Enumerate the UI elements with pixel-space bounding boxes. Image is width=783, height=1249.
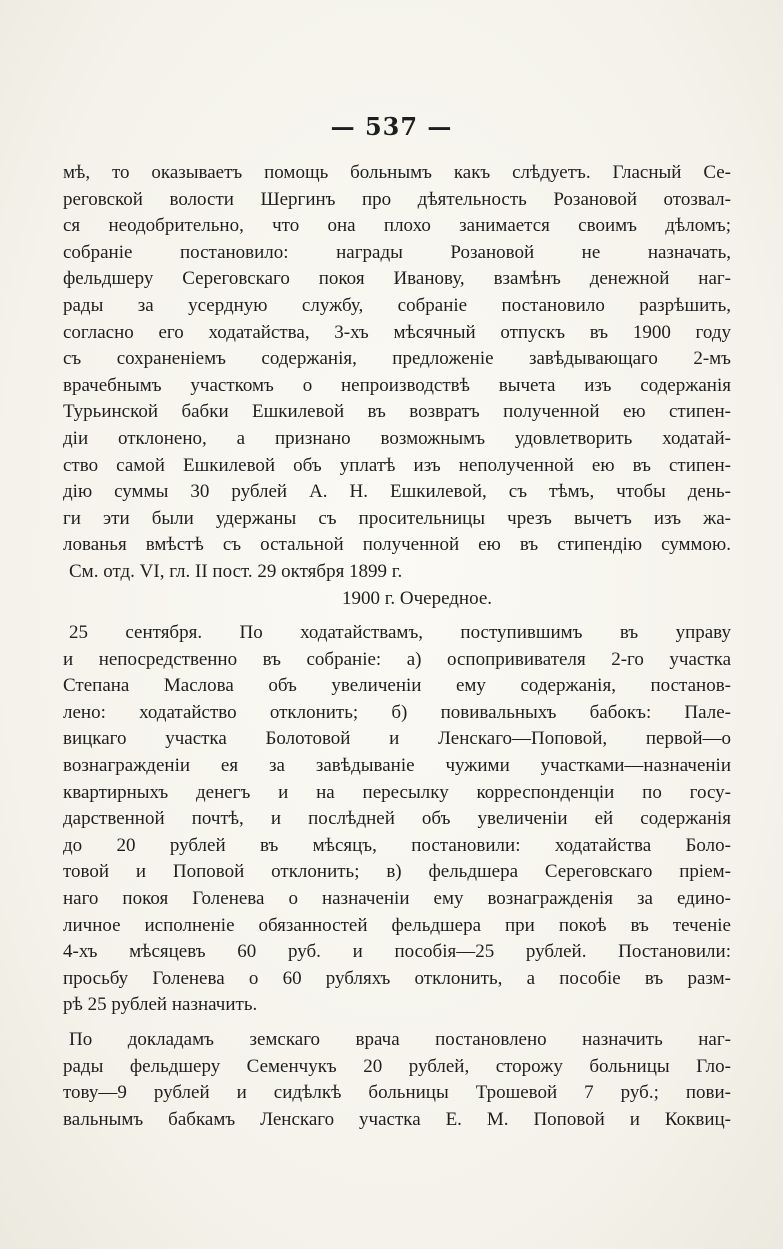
spacer: [63, 1019, 731, 1027]
text-line: дію суммы 30 рублей А. Н. Ешкилевой, съ тѣмъ, чтобы день-: [63, 481, 731, 503]
text-line: просьбу Голенева о 60 рубляхъ отклонить, а пособіе въ разм-: [63, 967, 731, 989]
text-line: Турьинской бабки Ешкилевой въ возвратъ полученной ею стипен-: [63, 401, 731, 423]
text-line: вицкаго участка Болотовой и Ленскаго—Поповой, первой—о: [63, 728, 731, 750]
text-line: вознагражденіи ея за завѣдываніе чужими участками—назначеніи: [63, 755, 731, 777]
text-line: реговской волости Шергинъ про дѣятельность Розановой отозвал-: [63, 188, 731, 210]
page-number: — 537 —: [330, 112, 453, 141]
text-line: рады фельдшеру Семенчукъ 20 рублей, сторожу больницы Гло-: [63, 1055, 731, 1077]
text-line: дарственной почтѣ, и послѣдней объ увеличеніи ей содержанія: [63, 808, 731, 830]
text-line: наго покоя Голенева о назначеніи ему вознагражденія за едино-: [63, 888, 731, 910]
paragraph: [63, 1027, 731, 1133]
text-line: лованья вмѣстѣ съ остальной полученной ею въ стипендію суммою.: [63, 534, 731, 556]
text-line: ся неодобрительно, что она плохо занимается своимъ дѣломъ;: [63, 215, 731, 237]
text-line: собраніе постановило: награды Розановой не назначать,: [63, 241, 731, 263]
text-line: 4-хъ мѣсяцевъ 60 руб. и пособія—25 рублей. Постановили:: [63, 941, 731, 963]
text-line: личное исполненіе обязанностей фельдшера при покоѣ въ теченіе: [63, 914, 731, 936]
text-line: товой и Поповой отклонить; в) фельдшера Сереговскаго пріем-: [63, 861, 731, 883]
text-line: 25 сентября. По ходатайствамъ, поступившимъ въ управу: [69, 622, 731, 644]
text-line: тову—9 рублей и сидѣлкѣ больницы Трошевой 7 руб.; пови-: [63, 1082, 731, 1104]
section-heading-text: 1900 г. Очередное.: [341, 587, 493, 609]
text-line: вальнымъ бабкамъ Ленскаго участка Е. М. Поповой и Коквиц-: [63, 1108, 731, 1130]
paragraph: [63, 620, 731, 1019]
paragraph: [63, 160, 731, 559]
text-line: лено: ходатайство отклонить; б) повивальныхъ бабокъ: Пале-: [63, 701, 731, 723]
text-line: діи отклонено, а признано возможнымъ удовлетворить ходатай-: [63, 427, 731, 449]
document-body: [63, 160, 731, 1133]
reference-line: См. отд. VI, гл. II пост. 29 октября 1899 г.: [69, 560, 403, 582]
text-line: ство самой Ешкилевой объ уплатѣ изъ неполученной ею въ стипен-: [63, 454, 731, 476]
spacer: [63, 612, 731, 620]
text-line: врачебнымъ участкомъ о непроизводствѣ вычета изъ содержанія: [63, 374, 731, 396]
text-line: до 20 рублей въ мѣсяцъ, постановили: ходатайства Боло-: [63, 834, 731, 856]
text-line: рѣ 25 рублей назначить.: [63, 994, 258, 1016]
section-heading: [63, 586, 731, 613]
text-line: рады за усердную службу, собраніе постановило разрѣшить,: [63, 294, 731, 316]
text-line: съ сохраненіемъ содержанія, предложеніе завѣдывающаго 2-мъ: [63, 348, 731, 370]
text-line: ги эти были удержаны съ просительницы чрезъ вычетъ изъ жа-: [63, 507, 731, 529]
text-line: согласно его ходатайства, 3-хъ мѣсячный отпускъ въ 1900 году: [63, 321, 731, 343]
text-line: квартирныхъ денегъ и на пересылку корреспонденціи по госу-: [63, 781, 731, 803]
text-line: фельдшеру Сереговскаго покоя Иванову, взамѣнъ денежной наг-: [63, 268, 731, 290]
text-line: мѣ, то оказываетъ помощь больнымъ какъ слѣдуетъ. Гласный Се-: [63, 162, 731, 183]
reference-paragraph: [63, 559, 731, 586]
text-line: и непосредственно въ собраніе: а) оспопрививателя 2-го участка: [63, 648, 731, 670]
text-line: По докладамъ земскаго врача постановлено назначить наг-: [69, 1029, 731, 1050]
text-line: Степана Маслова объ увеличеніи ему содержанія, постанов-: [63, 675, 731, 697]
